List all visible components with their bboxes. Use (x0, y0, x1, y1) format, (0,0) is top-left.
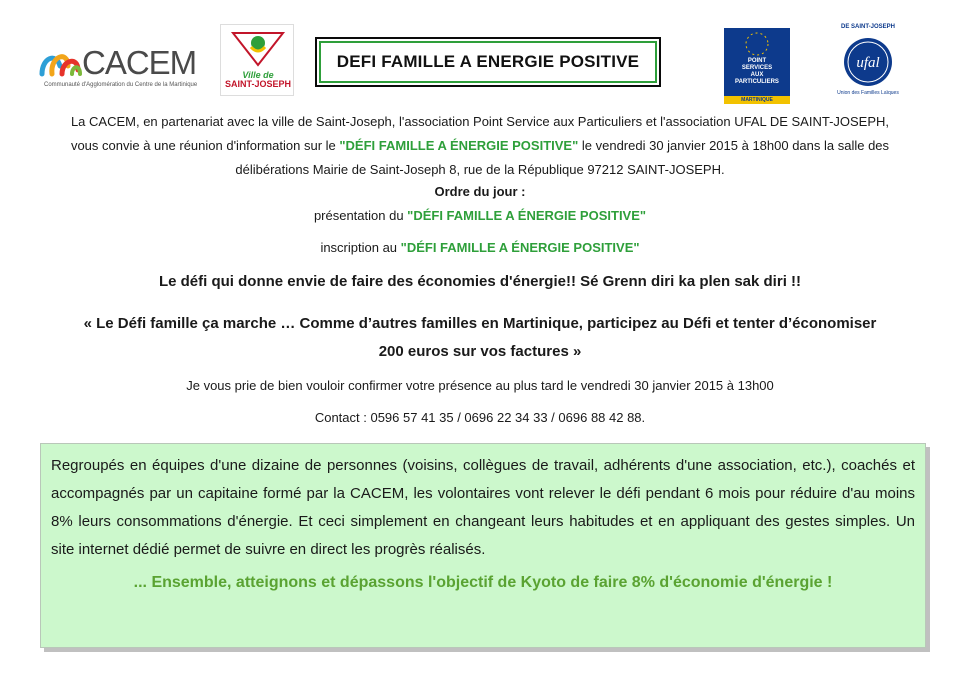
intro-line1: La CACEM, en partenariat avec la ville de Saint-Joseph, l'association Point Service aux Particuliers et l'association UFAL DE SAINT-JOSEPH, (70, 114, 890, 129)
title-box (315, 37, 661, 87)
pspl-line2: SERVICES (741, 65, 773, 71)
intro-line3: délibérations Mairie de Saint-Joseph 8, rue de la République 97212 SAINT-JOSEPH. (235, 162, 725, 177)
agenda-item-inscription (0, 236, 960, 260)
logo-row (0, 0, 960, 105)
slogan: Le défi qui donne envie de faire des économies d'énergie!! Sé Grenn diri ka plen sak diri !! (158, 273, 802, 290)
cacem-logo (38, 44, 206, 92)
quote-line2: 200 euros sur vos factures » (378, 343, 582, 360)
info-box-paragraph: Regroupés en équipes d'une dizaine de personnes (voisins, collègues de travail, adhérents d'une association, etc.), coachés et accompagnés par un capitaine formé par la CACEM, les volontaires vont relever le défi pendant 6 mois pour réduire d'au moins 8% leurs consommations d'énergie. Et ceci simplement en changeant leurs habitudes et en appliquant des gestes simples. Un site internet dédié permet de suivre en direct les progrès réalisés. (51, 457, 915, 558)
ufal-emblem-icon (828, 32, 908, 92)
saint-joseph-line1: Ville de (242, 70, 274, 80)
contact-text: Contact : 0596 57 41 35 / 0696 22 34 33 / 0696 88 42 88. (314, 410, 646, 425)
agenda-item-presentation (0, 204, 960, 228)
pspl-line1: POINT (747, 58, 767, 64)
saint-joseph-text (221, 71, 295, 89)
agenda-item1-highlight: "DÉFI FAMILLE A ÉNERGIE POSITIVE" (407, 208, 647, 223)
saint-joseph-emblem-icon (221, 25, 295, 71)
agenda-item2-highlight: "DÉFI FAMILLE A ÉNERGIE POSITIVE" (400, 240, 640, 255)
ufal-name: ufal (856, 55, 880, 71)
intro-line2 (0, 134, 960, 158)
intro-part3: le vendredi 30 janvier 2015 à 18h00 dans la salle des (578, 138, 890, 153)
saint-joseph-line2: SAINT-JOSEPH (224, 79, 291, 89)
info-box-final: ... Ensemble, atteignons et dépassons l'objectif de Kyoto de faire 8% d'économie d'énergie ! (133, 574, 833, 591)
stars-circle-icon (724, 30, 790, 58)
ufal-arc-text: DE SAINT-JOSEPH (840, 24, 895, 30)
title-box-inner (319, 41, 657, 83)
intro-highlight: "DÉFI FAMILLE A ÉNERGIE POSITIVE" (339, 138, 579, 153)
info-box (40, 443, 926, 648)
saint-joseph-logo (220, 24, 294, 96)
ufal-logo (828, 24, 908, 100)
agenda-item2-prefix: inscription au (320, 240, 401, 255)
point-services-text (724, 58, 790, 86)
intro-part2: vous convie à une réunion d'information sur le (70, 138, 340, 153)
confirm-text: Je vous prie de bien vouloir confirmer votre présence au plus tard le vendredi 30 janvier 2015 à 13h00 (186, 378, 774, 393)
quote (0, 310, 960, 366)
intro-paragraph (0, 110, 960, 182)
cacem-name: CACEM (82, 44, 197, 81)
agenda-item1-prefix: présentation du (313, 208, 408, 223)
pspl-footer: MARTINIQUE (724, 96, 790, 104)
point-services-logo (724, 28, 790, 104)
cacem-emblem-icon (38, 44, 82, 82)
cacem-subtitle: Communauté d'Agglomération du Centre de la Martinique (44, 82, 198, 88)
pspl-line4: PARTICULIERS (735, 79, 779, 85)
quote-line1: « Le Défi famille ça marche … Comme d’autres familles en Martinique, participez au Défi et tenter d’économiser (83, 315, 877, 332)
ufal-footer: Union des Familles Laïques (837, 90, 899, 96)
pspl-line3: AUX (750, 72, 764, 78)
page-title: DEFI FAMILLE A ENERGIE POSITIVE (336, 52, 640, 71)
agenda-heading: Ordre du jour : (434, 184, 526, 199)
